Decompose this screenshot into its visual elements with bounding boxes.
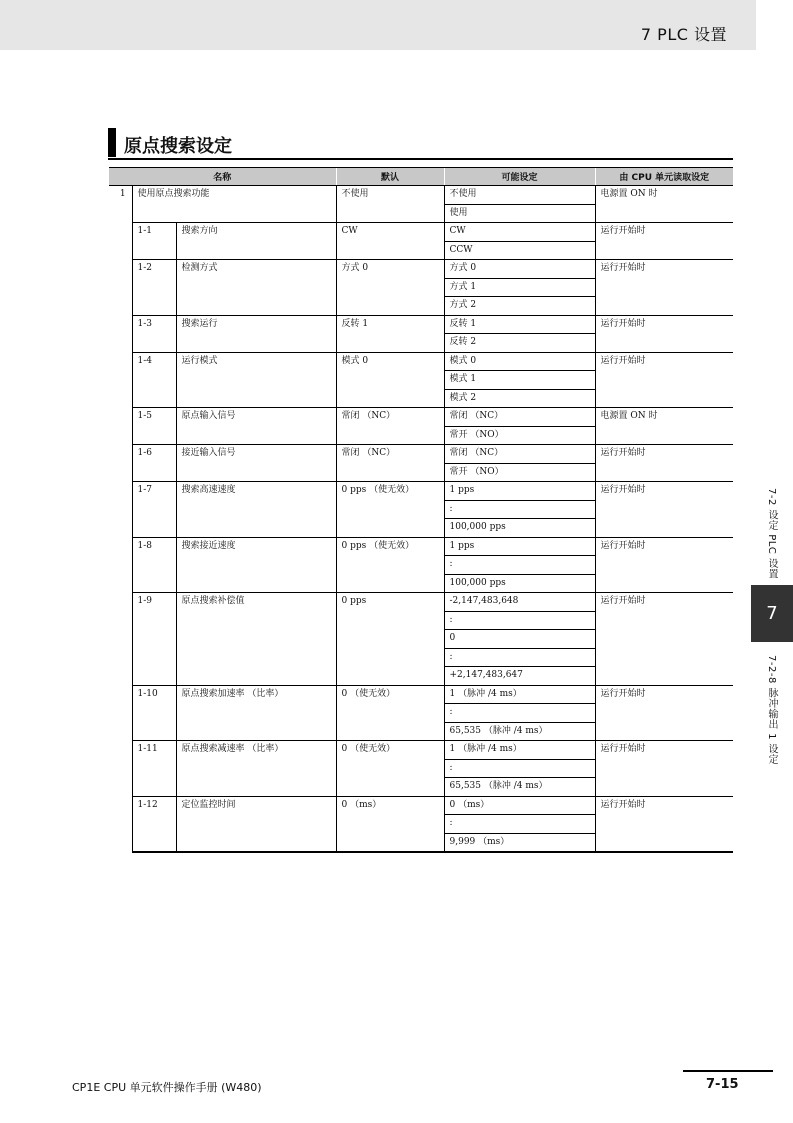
sub-item-id: 1-5 [132,408,176,445]
read-timing: 运行开始时 [595,796,733,852]
read-timing: 运行开始时 [595,685,733,741]
footer-rule [683,1070,773,1072]
sub-item-name: 搜索接近速度 [176,537,336,593]
chapter-title: 7 PLC 设置 [640,25,727,44]
sub-item-id: 1-9 [132,593,176,686]
read-timing: 运行开始时 [595,537,733,593]
table-row [109,408,733,427]
sub-item-name: 检测方式 [176,260,336,316]
option-value: 0 [444,630,595,649]
default-value: 模式 0 [336,352,444,408]
sub-item-id: 1-6 [132,445,176,482]
sub-item-name: 原点搜索加速率 （比率） [176,685,336,741]
sub-item-id: 1-10 [132,685,176,741]
table-row [109,482,733,501]
setting-name: 使用原点搜索功能 [132,186,336,223]
option-value: 65,535 （脉冲 /4 ms） [444,722,595,741]
option-value: : [444,556,595,575]
table-row [109,593,733,612]
header-default: 默认 [336,168,444,186]
default-value: 0 （使无效） [336,685,444,741]
page-number: 7-15 [706,1077,739,1092]
side-subsection-ref: 7-2-8 脉冲输出 1 设定 [766,655,777,765]
sub-item-name: 搜索高速速度 [176,482,336,538]
chapter-tab: 7 [751,585,793,642]
option-value: 方式 2 [444,297,595,316]
option-value: CW [444,223,595,242]
default-value: 0 （ms） [336,796,444,852]
option-value: 常闭 （NC） [444,408,595,427]
read-timing: 运行开始时 [595,223,733,260]
sub-item-name: 原点搜索补偿值 [176,593,336,686]
default-value: 不使用 [336,186,444,223]
option-value: 反转 1 [444,315,595,334]
read-timing: 电源置 ON 时 [595,408,733,445]
read-timing: 运行开始时 [595,741,733,797]
default-value: 0 pps （使无效） [336,482,444,538]
table-row [109,445,733,464]
option-value: 1 pps [444,482,595,501]
table-row [109,186,733,205]
default-value: CW [336,223,444,260]
sub-item-id: 1-12 [132,796,176,852]
sub-item-id: 1-3 [132,315,176,352]
default-value: 常闭 （NC） [336,408,444,445]
default-value: 0 pps （使无效） [336,537,444,593]
read-timing: 运行开始时 [595,260,733,316]
header-read-timing: 由 CPU 单元读取设定 [595,168,733,186]
sub-item-name: 运行模式 [176,352,336,408]
option-value: : [444,704,595,723]
option-value: 模式 0 [444,352,595,371]
option-value: 常闭 （NC） [444,445,595,464]
option-value: : [444,815,595,834]
read-timing: 运行开始时 [595,352,733,408]
read-timing: 运行开始时 [595,315,733,352]
read-timing: 电源置 ON 时 [595,186,733,223]
table-row [109,223,733,242]
table-row [109,315,733,334]
default-value: 反转 1 [336,315,444,352]
footer-manual-title: CP1E CPU 单元软件操作手册 (W480) [72,1081,262,1094]
option-value: 1 （脉冲 /4 ms） [444,685,595,704]
sub-item-name: 定位监控时间 [176,796,336,852]
sub-item-id: 1-11 [132,741,176,797]
option-value: +2,147,483,647 [444,667,595,686]
sub-item-name: 原点输入信号 [176,408,336,445]
row-number: 1 [119,189,126,199]
option-value: 65,535 （脉冲 /4 ms） [444,778,595,797]
option-value: : [444,500,595,519]
option-value: 常开 （NO） [444,463,595,482]
table-row [109,741,733,760]
option-value: : [444,648,595,667]
option-value: 不使用 [444,186,595,205]
sub-item-id: 1-2 [132,260,176,316]
table-row [109,685,733,704]
option-value: 100,000 pps [444,519,595,538]
default-value: 常闭 （NC） [336,445,444,482]
option-value: 使用 [444,204,595,223]
default-value: 0 pps [336,593,444,686]
header-options: 可能设定 [444,168,595,186]
section-heading [108,128,733,160]
sub-item-id: 1-4 [132,352,176,408]
table-row [109,796,733,815]
sub-item-name: 原点搜索减速率 （比率） [176,741,336,797]
sub-item-name: 接近输入信号 [176,445,336,482]
option-value: CCW [444,241,595,260]
option-value: : [444,611,595,630]
option-value: : [444,759,595,778]
table-row [109,352,733,371]
read-timing: 运行开始时 [595,482,733,538]
option-value: -2,147,483,648 [444,593,595,612]
table-row [109,260,733,279]
option-value: 0 （ms） [444,796,595,815]
table-row [109,537,733,556]
option-value: 9,999 （ms） [444,833,595,852]
sub-item-id: 1-1 [132,223,176,260]
option-value: 常开 （NO） [444,426,595,445]
sub-item-name: 搜索运行 [176,315,336,352]
sub-item-id: 1-7 [132,482,176,538]
section-marker [108,128,116,157]
section-title: 原点搜索设定 [124,136,232,157]
option-value: 方式 0 [444,260,595,279]
option-value: 模式 1 [444,371,595,390]
sub-item-name: 搜索方向 [176,223,336,260]
read-timing: 运行开始时 [595,593,733,686]
default-value: 方式 0 [336,260,444,316]
read-timing: 运行开始时 [595,445,733,482]
option-value: 1 （脉冲 /4 ms） [444,741,595,760]
side-section-ref: 7-2 设定 PLC 设置 [766,488,777,579]
option-value: 反转 2 [444,334,595,353]
option-value: 方式 1 [444,278,595,297]
option-value: 1 pps [444,537,595,556]
header-name: 名称 [109,168,336,186]
default-value: 0 （使无效） [336,741,444,797]
settings-table [109,167,733,853]
option-value: 模式 2 [444,389,595,408]
table-header-row [109,168,733,186]
sub-item-id: 1-8 [132,537,176,593]
option-value: 100,000 pps [444,574,595,593]
